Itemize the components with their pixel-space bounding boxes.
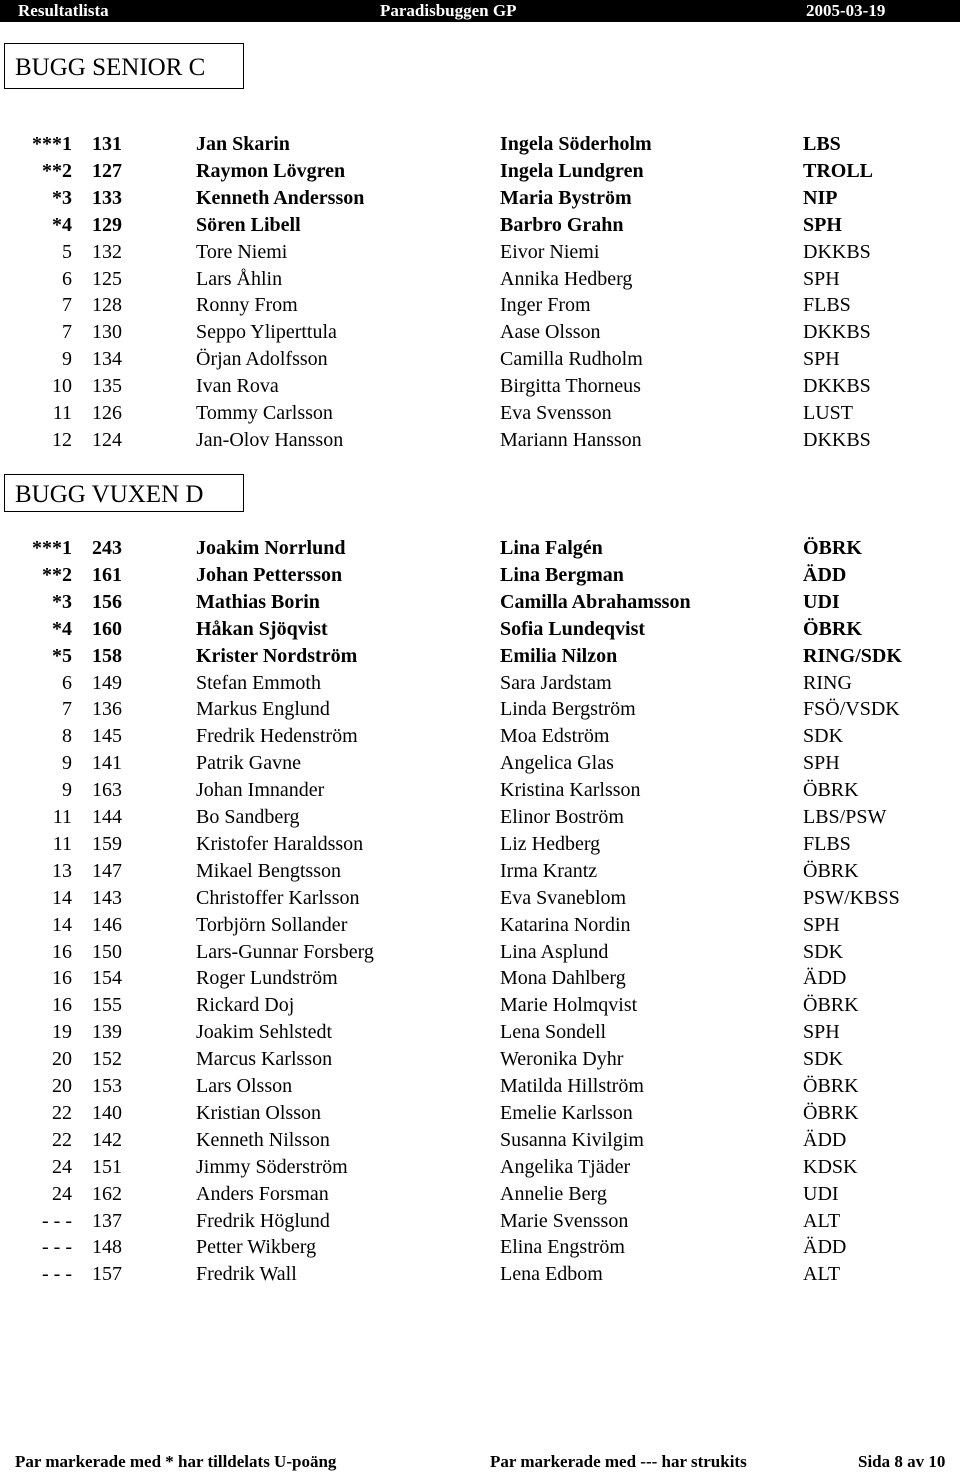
table-row (0, 1234, 960, 1261)
leader-name: Markus Englund (196, 698, 330, 721)
couple-number: 141 (92, 752, 122, 775)
couple-number: 124 (92, 428, 122, 451)
club: DKKBS (803, 321, 871, 344)
place: 7 (62, 321, 72, 344)
club: RING (803, 671, 852, 694)
follower-name: Marie Holmqvist (500, 994, 638, 1017)
table-row (0, 346, 960, 373)
couple-number: 144 (92, 806, 122, 828)
leader-name: Fredrik Hedenström (196, 725, 358, 748)
table-row (0, 400, 960, 427)
follower-name: Sara Jardstam (500, 671, 612, 694)
club: UDI (803, 590, 840, 613)
place: - - - (42, 1263, 72, 1286)
page-header (0, 0, 960, 22)
club: RING/SDK (803, 644, 902, 667)
club: LUST (803, 402, 853, 424)
club: SDK (803, 1048, 844, 1071)
couple-number: 136 (92, 698, 122, 721)
table-row (0, 212, 960, 239)
table-row (0, 1046, 960, 1073)
club: SPH (803, 913, 840, 936)
leader-name: Kristofer Haraldsson (196, 832, 364, 855)
follower-name: Liz Hedberg (500, 832, 601, 855)
leader-name: Lars Åhlin (196, 267, 283, 290)
club: ÖBRK (803, 779, 859, 802)
follower-name: Barbro Grahn (500, 213, 624, 236)
couple-number: 146 (92, 913, 122, 936)
table-row (0, 777, 960, 804)
place: *5 (52, 644, 72, 667)
place: 9 (62, 752, 72, 775)
place: 22 (52, 1128, 72, 1151)
leader-name: Tommy Carlsson (196, 402, 333, 424)
table-row (0, 831, 960, 858)
follower-name: Mariann Hansson (500, 428, 642, 451)
follower-name: Camilla Abrahamsson (500, 590, 691, 613)
place: 20 (52, 1075, 72, 1097)
club: NIP (803, 186, 838, 209)
table-row (0, 562, 960, 589)
leader-name: Petter Wikberg (196, 1236, 317, 1259)
table-row (0, 1019, 960, 1046)
leader-name: Kenneth Nilsson (196, 1128, 330, 1151)
place: 14 (52, 913, 72, 936)
leader-name: Christoffer Karlsson (196, 886, 360, 909)
place: 13 (52, 859, 72, 882)
table-row (0, 1127, 960, 1154)
club: ÄDD (803, 967, 847, 990)
club: LBS/PSW (803, 806, 887, 828)
couple-number: 159 (92, 832, 122, 855)
couple-number: 133 (92, 186, 122, 209)
follower-name: Camilla Rudholm (500, 348, 643, 371)
place: - - - (42, 1209, 72, 1232)
club: ÖBRK (803, 1101, 859, 1124)
club: SDK (803, 940, 844, 963)
follower-name: Inger From (500, 294, 591, 317)
follower-name: Kristina Karlsson (500, 779, 641, 802)
place: 11 (52, 806, 72, 828)
leader-name: Kenneth Andersson (196, 186, 365, 209)
place: *3 (52, 590, 72, 613)
place: 24 (52, 1182, 72, 1205)
table-row (0, 885, 960, 912)
section-title-senior-c: BUGG SENIOR C (4, 43, 244, 89)
footer-struck-note: Par markerade med --- har strukits (490, 1452, 747, 1471)
club: FLBS (803, 294, 851, 317)
follower-name: Elinor Boström (500, 806, 624, 828)
leader-name: Jimmy Söderström (196, 1155, 348, 1178)
leader-name: Torbjörn Sollander (196, 913, 348, 936)
place: 19 (52, 1021, 72, 1044)
table-row (0, 965, 960, 992)
table-row (0, 1100, 960, 1127)
place: 7 (62, 294, 72, 317)
place: 12 (52, 428, 72, 451)
place: 24 (52, 1155, 72, 1178)
club: ÄDD (803, 1236, 847, 1259)
club: ÖBRK (803, 994, 859, 1017)
footer-points-note: Par markerade med * har tilldelats U-poäng (15, 1452, 337, 1471)
club: ÄDD (803, 1128, 847, 1151)
follower-name: Annelie Berg (500, 1182, 607, 1205)
leader-name: Kristian Olsson (196, 1101, 321, 1124)
leader-name: Roger Lundström (196, 967, 338, 990)
place: 9 (62, 779, 72, 802)
follower-name: Birgitta Thorneus (500, 375, 641, 398)
table-row (0, 750, 960, 777)
table-row (0, 158, 960, 185)
table-row (0, 427, 960, 454)
follower-name: Mona Dahlberg (500, 967, 626, 990)
place: 11 (52, 832, 72, 855)
follower-name: Linda Bergström (500, 698, 636, 721)
follower-name: Angelica Glas (500, 752, 614, 775)
leader-name: Joakim Sehlstedt (196, 1021, 333, 1044)
footer-page-number: Sida 8 av 10 (858, 1452, 946, 1471)
follower-name: Marie Svensson (500, 1209, 629, 1232)
leader-name: Stefan Emmoth (196, 671, 321, 694)
table-row (0, 1154, 960, 1181)
place: ***1 (32, 537, 72, 559)
header-date: 2005-03-19 (806, 1, 886, 20)
couple-number: 243 (92, 537, 122, 559)
couple-number: 154 (92, 967, 122, 990)
leader-name: Anders Forsman (196, 1182, 329, 1205)
couple-number: 135 (92, 375, 122, 398)
follower-name: Ingela Lundgren (500, 159, 644, 182)
table-row (0, 292, 960, 319)
leader-name: Håkan Sjöqvist (196, 617, 328, 640)
section-title-vuxen-d: BUGG VUXEN D (4, 474, 244, 512)
leader-name: Patrik Gavne (196, 752, 301, 775)
club: ÖBRK (803, 537, 862, 559)
table-row (0, 939, 960, 966)
club: SPH (803, 348, 840, 371)
leader-name: Ivan Rova (196, 375, 279, 398)
table-row (0, 185, 960, 212)
follower-name: Eva Svensson (500, 402, 612, 424)
place: **2 (42, 563, 72, 586)
follower-name: Matilda Hillström (500, 1075, 644, 1097)
page-footer (0, 1452, 960, 1474)
club: ÖBRK (803, 859, 859, 882)
table-row (0, 319, 960, 346)
couple-number: 128 (92, 294, 122, 317)
table-row (0, 723, 960, 750)
club: ALT (803, 1209, 841, 1232)
couple-number: 132 (92, 240, 122, 263)
couple-number: 143 (92, 886, 122, 909)
couple-number: 152 (92, 1048, 122, 1071)
follower-name: Irma Krantz (500, 859, 598, 882)
couple-number: 139 (92, 1021, 122, 1044)
couple-number: 137 (92, 1209, 122, 1232)
leader-name: Mathias Borin (196, 590, 320, 613)
couple-number: 156 (92, 590, 122, 613)
leader-name: Seppo Yliperttula (196, 321, 337, 344)
leader-name: Johan Imnander (196, 779, 325, 802)
place: 10 (52, 375, 72, 398)
couple-number: 150 (92, 940, 122, 963)
couple-number: 148 (92, 1236, 122, 1259)
club: DKKBS (803, 428, 871, 451)
follower-name: Emelie Karlsson (500, 1101, 633, 1124)
couple-number: 126 (92, 402, 122, 424)
follower-name: Moa Edström (500, 725, 610, 748)
place: - - - (42, 1236, 72, 1259)
follower-name: Eva Svaneblom (500, 886, 627, 909)
leader-name: Tore Niemi (196, 240, 288, 263)
couple-number: 163 (92, 779, 122, 802)
couple-number: 157 (92, 1263, 122, 1286)
club: LBS (803, 133, 841, 155)
follower-name: Sofia Lundeqvist (500, 617, 646, 640)
club: PSW/KBSS (803, 886, 900, 909)
table-row (0, 616, 960, 643)
couple-number: 145 (92, 725, 122, 748)
table-row (0, 1261, 960, 1288)
place: 6 (62, 671, 72, 694)
table-row (0, 804, 960, 831)
couple-number: 140 (92, 1101, 122, 1124)
couple-number: 129 (92, 213, 122, 236)
leader-name: Lars-Gunnar Forsberg (196, 940, 374, 963)
leader-name: Mikael Bengtsson (196, 859, 341, 882)
place: 9 (62, 348, 72, 371)
table-row (0, 643, 960, 670)
couple-number: 127 (92, 159, 122, 182)
couple-number: 134 (92, 348, 122, 371)
leader-name: Johan Pettersson (196, 563, 343, 586)
follower-name: Annika Hedberg (500, 267, 633, 290)
follower-name: Susanna Kivilgim (500, 1128, 644, 1151)
club: ÖBRK (803, 1075, 859, 1097)
club: DKKBS (803, 240, 871, 263)
leader-name: Fredrik Wall (196, 1263, 297, 1286)
table-row (0, 131, 960, 158)
place: ***1 (32, 133, 72, 155)
follower-name: Lena Edbom (500, 1263, 603, 1286)
club: ÖBRK (803, 617, 862, 640)
place: *4 (52, 213, 72, 236)
table-row (0, 670, 960, 697)
leader-name: Jan Skarin (196, 133, 290, 155)
table-row (0, 992, 960, 1019)
follower-name: Ingela Söderholm (500, 133, 652, 155)
couple-number: 162 (92, 1182, 122, 1205)
place: 20 (52, 1048, 72, 1071)
place: 7 (62, 698, 72, 721)
table-row (0, 858, 960, 885)
leader-name: Lars Olsson (196, 1075, 293, 1097)
club: DKKBS (803, 375, 871, 398)
table-row (0, 535, 960, 562)
follower-name: Maria Byström (500, 186, 632, 209)
follower-name: Lina Falgén (500, 537, 603, 559)
table-row (0, 912, 960, 939)
follower-name: Weronika Dyhr (500, 1048, 624, 1071)
follower-name: Lina Asplund (500, 940, 609, 963)
couple-number: 153 (92, 1075, 122, 1097)
club: TROLL (803, 159, 874, 182)
follower-name: Aase Olsson (500, 321, 601, 344)
couple-number: 131 (92, 133, 122, 155)
club: ALT (803, 1263, 841, 1286)
club: KDSK (803, 1155, 858, 1178)
table-row (0, 266, 960, 293)
club: FLBS (803, 832, 851, 855)
place: 16 (52, 967, 72, 990)
couple-number: 142 (92, 1128, 122, 1151)
place: 5 (62, 240, 72, 263)
place: *4 (52, 617, 72, 640)
club: SPH (803, 1021, 840, 1044)
club: SPH (803, 213, 842, 236)
place: 6 (62, 267, 72, 290)
place: 16 (52, 940, 72, 963)
leader-name: Sören Libell (196, 213, 301, 236)
follower-name: Katarina Nordin (500, 913, 631, 936)
follower-name: Elina Engström (500, 1236, 625, 1259)
couple-number: 155 (92, 994, 122, 1017)
leader-name: Joakim Norrlund (196, 537, 346, 559)
place: *3 (52, 186, 72, 209)
club: SPH (803, 267, 840, 290)
table-row (0, 696, 960, 723)
table-row (0, 1181, 960, 1208)
place: **2 (42, 159, 72, 182)
club: SDK (803, 725, 844, 748)
club: FSÖ/VSDK (803, 698, 900, 721)
table-row (0, 589, 960, 616)
leader-name: Jan-Olov Hansson (196, 428, 344, 451)
table-row (0, 373, 960, 400)
follower-name: Angelika Tjäder (500, 1155, 631, 1178)
club: ÄDD (803, 563, 847, 586)
leader-name: Rickard Doj (196, 994, 295, 1017)
couple-number: 151 (92, 1155, 122, 1178)
follower-name: Lena Sondell (500, 1021, 607, 1044)
header-event: Paradisbuggen GP (380, 1, 517, 20)
leader-name: Krister Nordström (196, 644, 358, 667)
place: 8 (62, 725, 72, 748)
table-row (0, 239, 960, 266)
leader-name: Bo Sandberg (196, 806, 300, 828)
leader-name: Raymon Lövgren (196, 159, 346, 182)
couple-number: 147 (92, 859, 122, 882)
couple-number: 149 (92, 671, 122, 694)
place: 11 (52, 402, 72, 424)
follower-name: Emilia Nilzon (500, 644, 618, 667)
header-title: Resultatlista (18, 1, 109, 20)
place: 22 (52, 1101, 72, 1124)
couple-number: 161 (92, 563, 122, 586)
place: 16 (52, 994, 72, 1017)
table-row (0, 1208, 960, 1235)
leader-name: Ronny From (196, 294, 298, 317)
club: UDI (803, 1182, 839, 1205)
couple-number: 130 (92, 321, 122, 344)
follower-name: Lina Bergman (500, 563, 624, 586)
couple-number: 125 (92, 267, 122, 290)
place: 14 (52, 886, 72, 909)
leader-name: Marcus Karlsson (196, 1048, 333, 1071)
follower-name: Eivor Niemi (500, 240, 600, 263)
table-row (0, 1073, 960, 1100)
couple-number: 160 (92, 617, 122, 640)
leader-name: Örjan Adolfsson (196, 348, 328, 371)
couple-number: 158 (92, 644, 122, 667)
leader-name: Fredrik Höglund (196, 1209, 330, 1232)
club: SPH (803, 752, 840, 775)
